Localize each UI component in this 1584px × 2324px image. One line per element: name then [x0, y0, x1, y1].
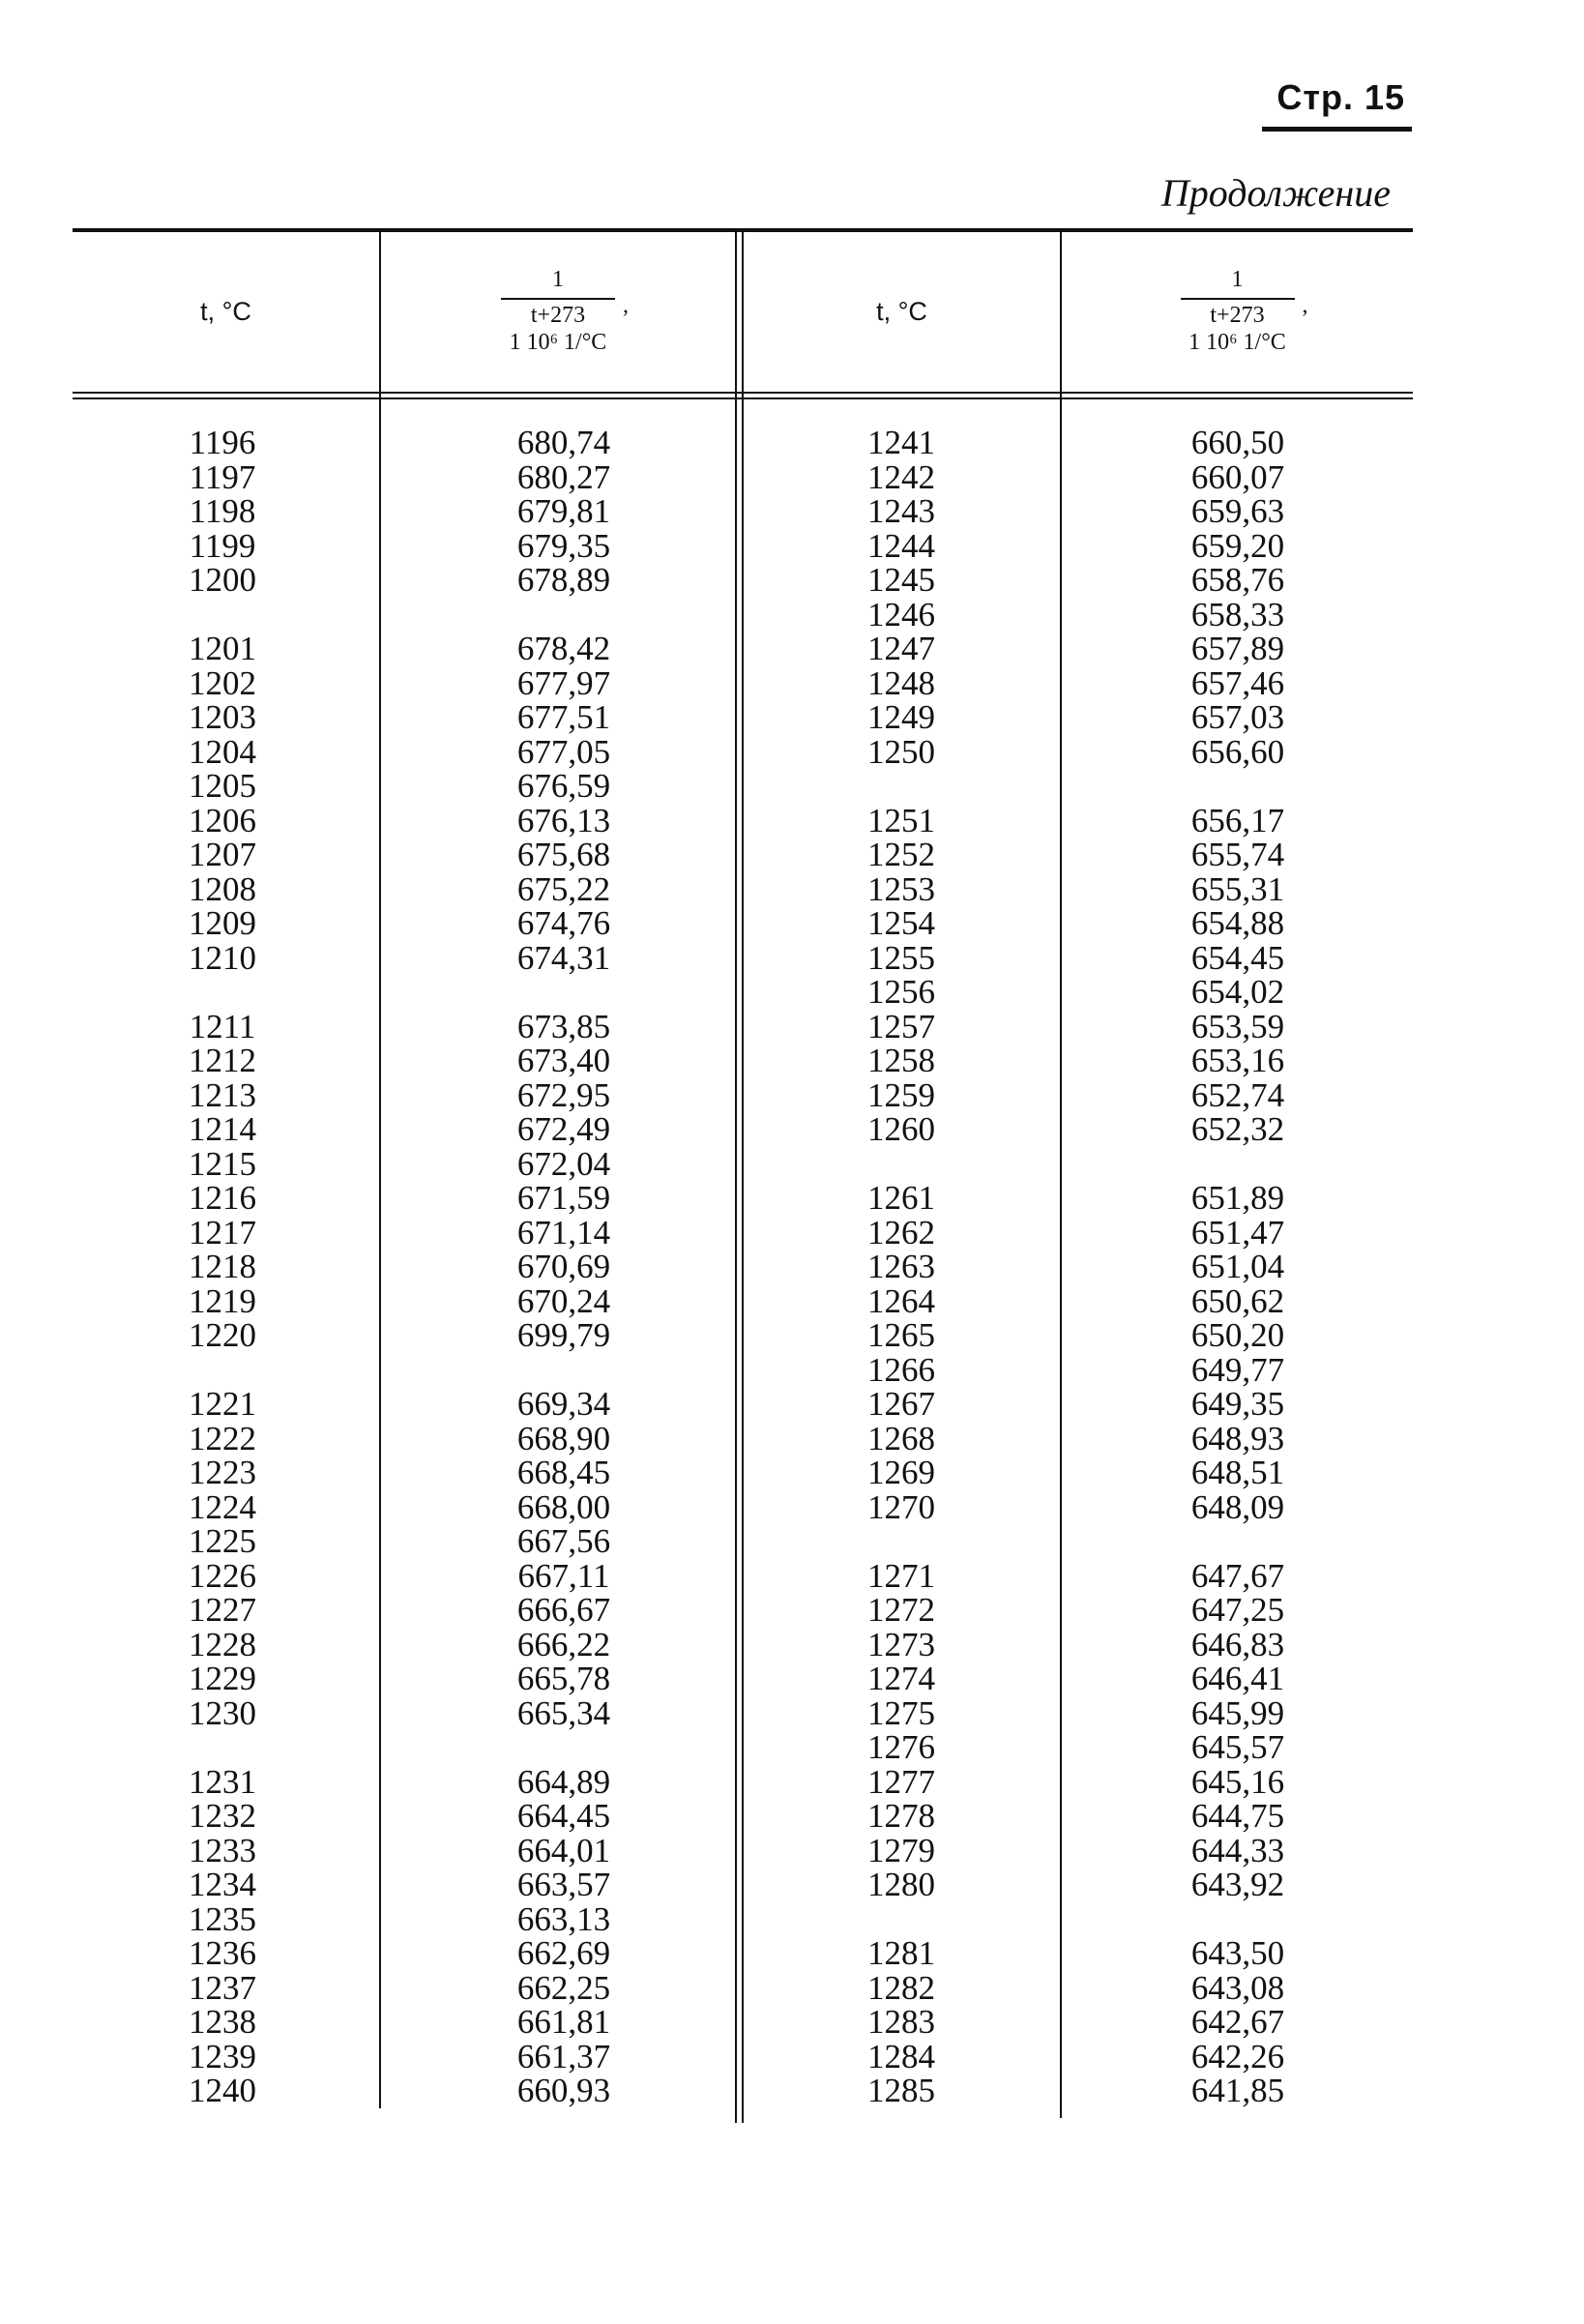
- temperature-cell: 1223: [189, 1454, 256, 1491]
- temperature-cell: 1243: [867, 492, 935, 530]
- reciprocal-value-cell: 661,37: [516, 2037, 611, 2075]
- temperature-cell: 1275: [867, 1693, 935, 1732]
- temperature-cell: 1241: [867, 424, 935, 461]
- reciprocal-value-cell: 666,22: [516, 1625, 611, 1663]
- temperature-cell: 1256: [867, 973, 935, 1011]
- temperature-cell: 1230: [189, 1693, 256, 1732]
- column-divider-1: [379, 232, 381, 2108]
- reciprocal-value-cell: 648,51: [1190, 1454, 1285, 1491]
- temperature-cell: 1251: [867, 801, 935, 839]
- column-right-value: [1165, 426, 1310, 2108]
- temperature-cell: 1244: [867, 526, 935, 565]
- temperature-cell: 1283: [867, 2003, 935, 2041]
- temperature-cell: 1233: [189, 1831, 256, 1869]
- reciprocal-value-cell: 664,89: [516, 1762, 611, 1801]
- temperature-cell: 1279: [867, 1831, 935, 1869]
- temperature-cell: 1224: [189, 1487, 256, 1526]
- reciprocal-value-cell: 659,20: [1190, 526, 1285, 565]
- temperature-cell: 1242: [867, 457, 935, 496]
- reciprocal-value-cell: 678,42: [516, 630, 611, 667]
- column-divider-3: [1060, 232, 1062, 2118]
- reciprocal-value-cell: 652,32: [1190, 1110, 1285, 1148]
- fraction-denominator: t+273: [530, 303, 586, 329]
- reciprocal-value-cell: 652,74: [1190, 1075, 1285, 1114]
- column-divider-center-a: [735, 232, 737, 2123]
- temperature-cell: 1222: [189, 1419, 256, 1457]
- reciprocal-value-cell: 671,59: [516, 1179, 611, 1217]
- temperature-cell: 1247: [867, 630, 935, 667]
- temperature-cell: 1264: [867, 1281, 935, 1320]
- temperature-cell: 1210: [189, 938, 256, 977]
- fraction-bar: [1181, 298, 1295, 300]
- temperature-cell: 1218: [189, 1248, 256, 1285]
- reciprocal-value-cell: 653,16: [1190, 1042, 1285, 1079]
- reciprocal-value-cell: 668,00: [516, 1487, 611, 1526]
- reciprocal-value-cell: 660,07: [1190, 457, 1285, 496]
- reciprocal-value-cell: 650,20: [1190, 1316, 1285, 1354]
- reciprocal-value-cell: 661,81: [516, 2003, 611, 2041]
- column-left-t: [174, 426, 271, 2108]
- reciprocal-value-cell: 674,31: [516, 938, 611, 977]
- reciprocal-value-cell: 677,05: [516, 732, 611, 771]
- reciprocal-value-cell: 643,08: [1190, 1968, 1285, 2007]
- temperature-cell: 1281: [867, 1934, 935, 1972]
- temperature-cell: 1202: [189, 663, 256, 702]
- temperature-cell: 1219: [189, 1281, 256, 1320]
- reciprocal-value-cell: 657,46: [1190, 663, 1285, 702]
- reciprocal-value-cell: 675,22: [516, 869, 611, 908]
- temperature-cell: 1199: [189, 526, 256, 565]
- reciprocal-value-cell: 672,04: [516, 1144, 611, 1183]
- reciprocal-value-cell: 668,90: [516, 1419, 611, 1457]
- temperature-cell: 1278: [867, 1797, 935, 1835]
- reciprocal-value-cell: 671,14: [516, 1213, 611, 1251]
- reciprocal-value-cell: 674,76: [516, 904, 611, 942]
- temperature-cell: 1274: [867, 1660, 935, 1697]
- temperature-cell: 1284: [867, 2037, 935, 2075]
- reciprocal-value-cell: 670,69: [516, 1248, 611, 1285]
- reciprocal-value-cell: 648,09: [1190, 1487, 1285, 1526]
- temperature-cell: 1273: [867, 1625, 935, 1663]
- temperature-cell: 1265: [867, 1316, 935, 1354]
- temperature-cell: 1282: [867, 1968, 935, 2007]
- temperature-cell: 1261: [867, 1179, 935, 1217]
- reciprocal-value-cell: 654,88: [1190, 904, 1285, 942]
- temperature-cell: 1229: [189, 1660, 256, 1697]
- temperature-cell: 1271: [867, 1556, 935, 1595]
- reciprocal-value-cell: 664,01: [516, 1831, 611, 1869]
- reciprocal-value-cell: 643,92: [1190, 1866, 1285, 1903]
- temperature-cell: 1237: [189, 1968, 256, 2007]
- reciprocal-value-cell: 670,24: [516, 1281, 611, 1320]
- temperature-cell: 1209: [189, 904, 256, 942]
- temperature-cell: 1205: [189, 767, 256, 805]
- temperature-cell: 1235: [189, 1899, 256, 1938]
- reciprocal-value-cell: 645,57: [1190, 1728, 1285, 1766]
- reciprocal-value-cell: 647,67: [1190, 1556, 1285, 1595]
- reciprocal-value-cell: 658,33: [1190, 595, 1285, 633]
- temperature-cell: 1263: [867, 1248, 935, 1285]
- reciprocal-value-cell: 662,69: [516, 1934, 611, 1972]
- reciprocal-value-cell: 655,31: [1190, 869, 1285, 908]
- temperature-cell: 1240: [189, 2072, 256, 2109]
- temperature-cell: 1234: [189, 1866, 256, 1903]
- temperature-cell: 1198: [189, 492, 256, 530]
- temperature-cell: 1206: [189, 801, 256, 839]
- temperature-cell: 1213: [189, 1075, 256, 1114]
- reciprocal-value-cell: 676,13: [516, 801, 611, 839]
- reciprocal-value-cell: 660,50: [1190, 424, 1285, 461]
- page-number-underline: [1262, 127, 1412, 132]
- reciprocal-value-cell: 647,25: [1190, 1591, 1285, 1629]
- reciprocal-value-cell: 651,47: [1190, 1213, 1285, 1251]
- temperature-cell: 1232: [189, 1797, 256, 1835]
- temperature-cell: 1254: [867, 904, 935, 942]
- fraction-unit: 1 10⁶ 1/°C: [1188, 329, 1286, 355]
- temperature-cell: 1277: [867, 1762, 935, 1801]
- temperature-cell: 1260: [867, 1110, 935, 1148]
- reciprocal-value-cell: 659,63: [1190, 492, 1285, 530]
- temperature-cell: 1270: [867, 1487, 935, 1526]
- temperature-cell: 1250: [867, 732, 935, 771]
- temperature-cell: 1216: [189, 1179, 256, 1217]
- reciprocal-value-cell: 641,85: [1190, 2072, 1285, 2109]
- reciprocal-value-cell: 646,41: [1190, 1660, 1285, 1697]
- reciprocal-value-cell: 699,79: [516, 1316, 611, 1354]
- fraction-unit: 1 10⁶ 1/°C: [509, 329, 607, 355]
- temperature-cell: 1212: [189, 1042, 256, 1079]
- reciprocal-value-cell: 680,27: [516, 457, 611, 496]
- temperature-cell: 1214: [189, 1110, 256, 1148]
- header-t-left: t, °C: [200, 296, 251, 326]
- reciprocal-value-cell: 643,50: [1190, 1934, 1285, 1972]
- temperature-cell: 1253: [867, 869, 935, 908]
- temperature-cell: 1225: [189, 1522, 256, 1560]
- reciprocal-value-cell: 644,75: [1190, 1797, 1285, 1835]
- reciprocal-value-cell: 650,62: [1190, 1281, 1285, 1320]
- reciprocal-value-cell: 678,89: [516, 561, 611, 599]
- temperature-cell: 1236: [189, 1934, 256, 1972]
- reciprocal-value-cell: 642,26: [1190, 2037, 1285, 2075]
- reciprocal-value-cell: 669,34: [516, 1385, 611, 1423]
- fraction-numerator: 1: [1231, 267, 1244, 293]
- column-right-t: [853, 426, 950, 2108]
- fraction-denominator: t+273: [1210, 303, 1265, 329]
- temperature-cell: 1196: [189, 424, 256, 461]
- temperature-cell: 1200: [189, 561, 256, 599]
- reciprocal-value-cell: 672,95: [516, 1075, 611, 1114]
- temperature-cell: 1245: [867, 561, 935, 599]
- reciprocal-value-cell: 642,67: [1190, 2003, 1285, 2041]
- reciprocal-value-cell: 676,59: [516, 767, 611, 805]
- reciprocal-value-cell: 672,49: [516, 1110, 611, 1148]
- reciprocal-value-cell: 664,45: [516, 1797, 611, 1835]
- temperature-cell: 1201: [189, 630, 256, 667]
- temperature-cell: 1221: [189, 1385, 256, 1423]
- reciprocal-value-cell: 657,89: [1190, 630, 1285, 667]
- temperature-cell: 1211: [189, 1007, 256, 1045]
- reciprocal-value-cell: 655,74: [1190, 836, 1285, 873]
- temperature-cell: 1207: [189, 836, 256, 873]
- reciprocal-value-cell: 662,25: [516, 1968, 611, 2007]
- temperature-cell: 1215: [189, 1144, 256, 1183]
- header-reciprocal-left: [381, 234, 735, 389]
- temperature-cell: 1197: [189, 457, 256, 496]
- temperature-cell: 1239: [189, 2037, 256, 2075]
- temperature-cell: 1226: [189, 1556, 256, 1595]
- page-number: Стр. 15: [1276, 77, 1405, 117]
- temperature-cell: 1272: [867, 1591, 935, 1629]
- temperature-cell: 1203: [189, 698, 256, 736]
- temperature-cell: 1228: [189, 1625, 256, 1663]
- reciprocal-value-cell: 673,40: [516, 1042, 611, 1079]
- temperature-cell: 1249: [867, 698, 935, 736]
- reciprocal-value-cell: 677,97: [516, 663, 611, 702]
- temperature-cell: 1248: [867, 663, 935, 702]
- reciprocal-value-cell: 645,16: [1190, 1762, 1285, 1801]
- temperature-cell: 1259: [867, 1075, 935, 1114]
- reciprocal-value-cell: 675,68: [516, 836, 611, 873]
- reciprocal-value-cell: 644,33: [1190, 1831, 1285, 1869]
- temperature-cell: 1231: [189, 1762, 256, 1801]
- temperature-cell: 1217: [189, 1213, 256, 1251]
- reciprocal-value-cell: 656,17: [1190, 801, 1285, 839]
- temperature-cell: 1238: [189, 2003, 256, 2041]
- temperature-cell: 1262: [867, 1213, 935, 1251]
- temperature-cell: 1267: [867, 1385, 935, 1423]
- reciprocal-value-cell: 663,13: [516, 1899, 611, 1938]
- temperature-cell: 1266: [867, 1350, 935, 1389]
- temperature-cell: 1280: [867, 1866, 935, 1903]
- reciprocal-value-cell: 663,57: [516, 1866, 611, 1903]
- reciprocal-value-cell: 657,03: [1190, 698, 1285, 736]
- reciprocal-value-cell: 665,78: [516, 1660, 611, 1697]
- column-divider-center-b: [742, 232, 744, 2123]
- temperature-cell: 1258: [867, 1042, 935, 1079]
- reciprocal-value-cell: 679,35: [516, 526, 611, 565]
- reciprocal-value-cell: 660,93: [516, 2072, 611, 2109]
- temperature-cell: 1252: [867, 836, 935, 873]
- reciprocal-value-cell: 645,99: [1190, 1693, 1285, 1732]
- temperature-cell: 1204: [189, 732, 256, 771]
- header-t-right: t, °C: [876, 296, 927, 326]
- temperature-cell: 1220: [189, 1316, 256, 1354]
- reciprocal-value-cell: 649,77: [1190, 1350, 1285, 1389]
- column-left-value: [491, 426, 636, 2108]
- reciprocal-value-cell: 648,93: [1190, 1419, 1285, 1457]
- reciprocal-value-cell: 654,02: [1190, 973, 1285, 1011]
- fraction-numerator: 1: [552, 267, 564, 293]
- reciprocal-value-cell: 667,11: [517, 1556, 610, 1595]
- temperature-cell: 1268: [867, 1419, 935, 1457]
- reciprocal-value-cell: 651,89: [1190, 1179, 1285, 1217]
- reciprocal-value-cell: 673,85: [516, 1007, 611, 1045]
- fraction-label: [1181, 268, 1295, 355]
- continuation-label: Продолжение: [1160, 171, 1391, 215]
- temperature-cell: 1246: [867, 595, 935, 633]
- reciprocal-value-cell: 649,35: [1190, 1385, 1285, 1423]
- reciprocal-value-cell: 651,04: [1190, 1248, 1285, 1285]
- header-reciprocal-right: [1062, 234, 1413, 389]
- reciprocal-value-cell: 680,74: [516, 424, 611, 461]
- temperature-cell: 1227: [189, 1591, 256, 1629]
- temperature-cell: 1269: [867, 1454, 935, 1491]
- temperature-cell: 1257: [867, 1007, 935, 1045]
- reciprocal-value-cell: 646,83: [1190, 1625, 1285, 1663]
- reciprocal-value-cell: 667,56: [516, 1522, 611, 1560]
- reciprocal-value-cell: 666,67: [516, 1591, 611, 1629]
- temperature-cell: 1285: [867, 2072, 935, 2109]
- reciprocal-value-cell: 658,76: [1190, 561, 1285, 599]
- reciprocal-value-cell: 668,45: [516, 1454, 611, 1491]
- reciprocal-value-cell: 679,81: [516, 492, 611, 530]
- temperature-cell: 1276: [867, 1728, 935, 1766]
- reciprocal-value-cell: 653,59: [1190, 1007, 1285, 1045]
- reciprocal-value-cell: 677,51: [516, 698, 611, 736]
- reciprocal-value-cell: 654,45: [1190, 938, 1285, 977]
- fraction-label: [501, 268, 615, 355]
- reciprocal-value-cell: 665,34: [516, 1693, 611, 1732]
- fraction-bar: [501, 298, 615, 300]
- reciprocal-value-cell: 656,60: [1190, 732, 1285, 771]
- temperature-cell: 1255: [867, 938, 935, 977]
- temperature-cell: 1208: [189, 869, 256, 908]
